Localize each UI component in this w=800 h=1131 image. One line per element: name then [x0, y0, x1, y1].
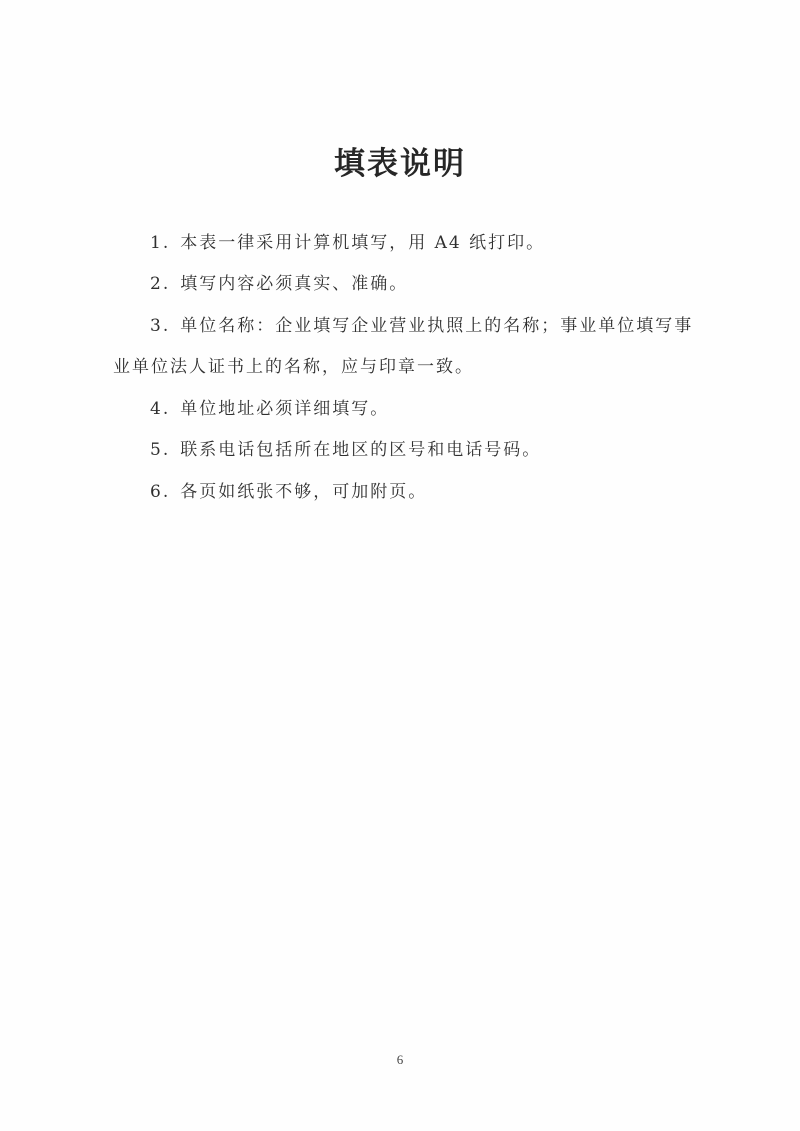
instruction-item-6 [150, 480, 427, 504]
item-text: 单位地址必须详细填写。 [180, 399, 390, 419]
item-text: 单位名称：企业填写企业营业执照上的名称；事业单位填写事 [180, 316, 694, 336]
instruction-item-3 [150, 314, 693, 338]
page-title: 填表说明 [334, 146, 466, 182]
instruction-item-5 [150, 438, 541, 462]
item-text: 填写内容必须真实、准确。 [180, 274, 409, 294]
item-number: 2. [150, 274, 171, 294]
item-number: 5. [150, 440, 171, 460]
item-number: 6. [150, 482, 171, 502]
instruction-item-2 [150, 272, 408, 296]
instruction-item-3-continued [113, 355, 474, 379]
item-text: 联系电话包括所在地区的区号和电话号码。 [180, 440, 542, 460]
page-number: 6 [396, 1052, 404, 1067]
item-text: 各页如纸张不够，可加附页。 [180, 482, 428, 502]
instruction-item-4 [150, 397, 389, 421]
item-number: 4. [150, 399, 171, 419]
item-text: 业单位法人证书上的名称，应与印章一致。 [113, 357, 474, 377]
item-number: 3. [150, 316, 171, 336]
item-number: 1. [150, 233, 171, 253]
item-text: 本表一律采用计算机填写，用 A4 纸打印。 [180, 233, 546, 253]
instruction-item-1 [150, 231, 545, 255]
